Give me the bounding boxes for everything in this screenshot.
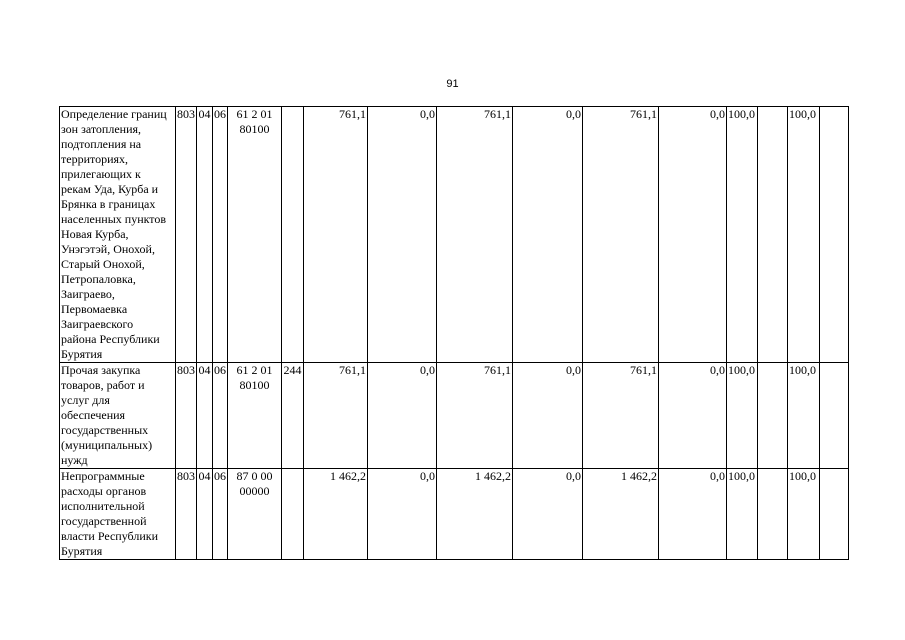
percent-cell: 100,0	[727, 469, 758, 560]
percent-cell: 100,0	[727, 363, 758, 469]
value-cell: 0,0	[368, 469, 437, 560]
value-cell: 761,1	[304, 363, 368, 469]
value-cell: 1 462,2	[304, 469, 368, 560]
target-article-code: 61 2 01 80100	[228, 107, 282, 363]
percent-cell	[758, 469, 788, 560]
percent-cell	[820, 469, 849, 560]
table-row	[60, 469, 849, 560]
target-article-code: 87 0 00 00000	[228, 469, 282, 560]
value-cell: 761,1	[437, 363, 513, 469]
value-cell: 761,1	[583, 363, 659, 469]
page-number: 91	[446, 78, 459, 90]
value-cell: 0,0	[659, 107, 727, 363]
value-cell: 0,0	[513, 107, 583, 363]
ministry-code: 803	[176, 469, 197, 560]
value-cell: 0,0	[368, 363, 437, 469]
value-cell: 1 462,2	[437, 469, 513, 560]
expense-type-code: 244	[282, 363, 304, 469]
value-cell: 0,0	[368, 107, 437, 363]
percent-cell: 100,0	[788, 469, 820, 560]
table-row	[60, 363, 849, 469]
value-cell: 761,1	[437, 107, 513, 363]
row-name: Прочая закупка товаров, работ и услуг для обеспечения государственных (муниципальных) нужд	[60, 363, 176, 469]
section-code: 04	[197, 469, 213, 560]
percent-cell: 100,0	[727, 107, 758, 363]
percent-cell	[758, 107, 788, 363]
ministry-code: 803	[176, 363, 197, 469]
table-row	[60, 107, 849, 363]
subsection-code: 06	[213, 363, 228, 469]
percent-cell	[758, 363, 788, 469]
value-cell: 761,1	[304, 107, 368, 363]
subsection-code: 06	[213, 107, 228, 363]
value-cell: 0,0	[659, 363, 727, 469]
percent-cell	[820, 363, 849, 469]
row-name: Непрограммные расходы органов исполнительной государственной власти Республики Бурятия	[60, 469, 176, 560]
section-code: 04	[197, 363, 213, 469]
subsection-code: 06	[213, 469, 228, 560]
target-article-code: 61 2 01 80100	[228, 363, 282, 469]
value-cell: 1 462,2	[583, 469, 659, 560]
value-cell: 0,0	[659, 469, 727, 560]
percent-cell: 100,0	[788, 107, 820, 363]
expense-type-code	[282, 469, 304, 560]
ministry-code: 803	[176, 107, 197, 363]
value-cell: 0,0	[513, 363, 583, 469]
percent-cell: 100,0	[788, 363, 820, 469]
row-name: Определение границ зон затопления, подтопления на территориях, прилегающих к рекам Уда, Курба и Брянка в границах населенных пунктов Новая Курба, Унэгэтэй, Онохой, Старый Онохой, Петропаловка, Заиграево, Первомаевка Заиграевского района Республики Бурятия	[60, 107, 176, 363]
section-code: 04	[197, 107, 213, 363]
percent-cell	[820, 107, 849, 363]
value-cell: 761,1	[583, 107, 659, 363]
budget-table	[59, 106, 849, 560]
expense-type-code	[282, 107, 304, 363]
value-cell: 0,0	[513, 469, 583, 560]
